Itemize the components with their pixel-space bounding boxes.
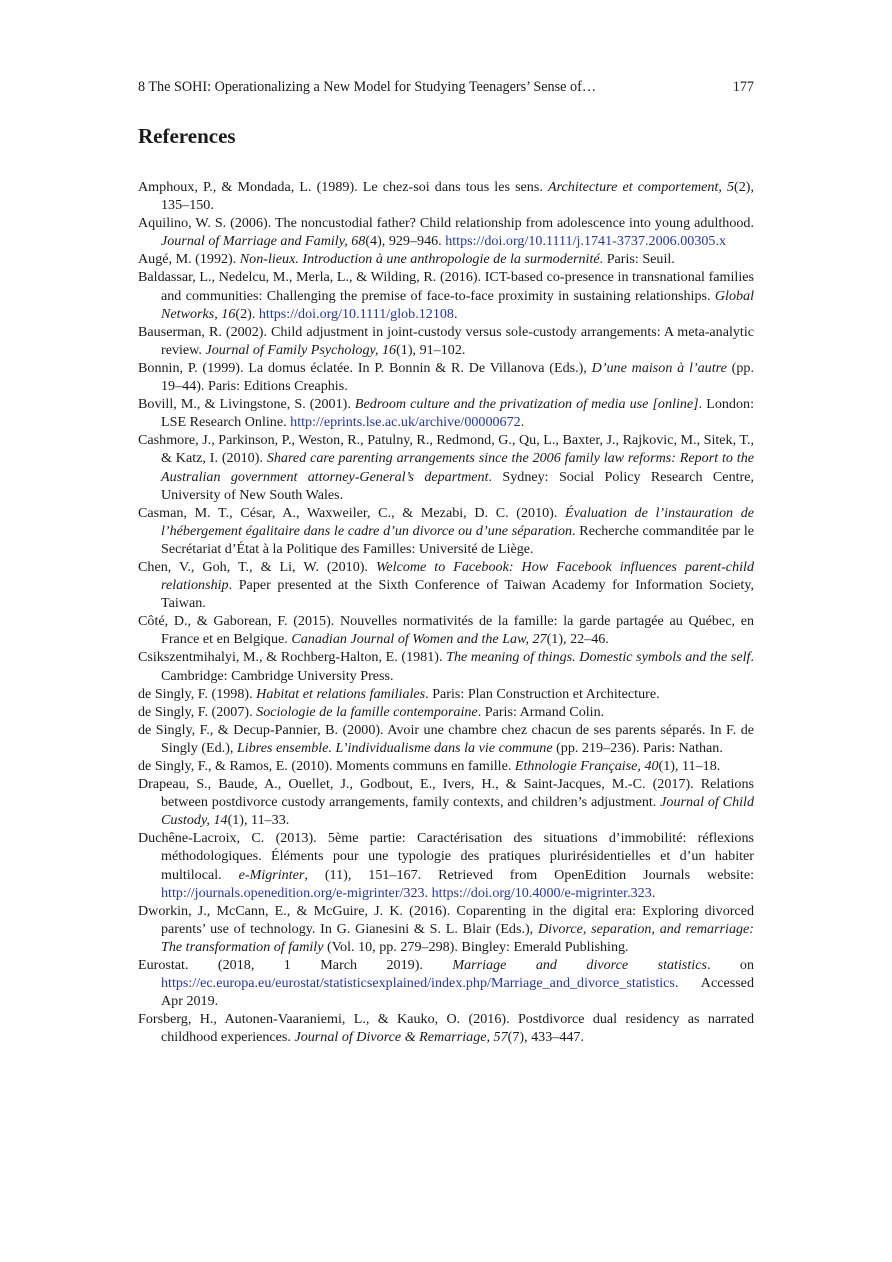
running-title: 8 The SOHI: Operationalizing a New Model for Studying Teenagers’ Sense of… <box>138 79 597 95</box>
reference-text: . Cambridge: Cambridge University Press. <box>161 649 754 684</box>
reference-text: (2). <box>235 305 259 322</box>
reference-title-italic: Journal of Divorce & Remarriage, 57 <box>294 1029 508 1046</box>
reference-text: de Singly, F., & Ramos, E. (2010). Moments communs en famille. <box>138 758 515 774</box>
reference-text: . Accessed Apr 2019. <box>161 975 754 1010</box>
reference-entry <box>138 721 754 757</box>
reference-link[interactable]: http://journals.openedition.org/e-migrinter/323 <box>161 884 425 901</box>
reference-title-italic: Global Networks, 16 <box>161 287 754 322</box>
reference-list <box>138 178 754 1047</box>
reference-title-italic: Shared care parenting arrangements since the 2006 family law reforms: Report to the Australian government attorney-General’s department <box>161 450 755 485</box>
reference-text: Eurostat. (2018, 1 March 2019). <box>138 957 453 974</box>
reference-text: de Singly, F. (1998). <box>138 685 257 702</box>
reference-title-italic: Sociologie de la famille contemporaine <box>256 703 478 720</box>
section-title: References <box>138 124 236 148</box>
reference-text: (Vol. 10, pp. 279–298). Bingley: Emerald Publishing. <box>323 938 629 955</box>
reference-entry <box>138 829 754 901</box>
reference-title-italic: e-Migrinter <box>238 866 305 883</box>
reference-entry <box>138 323 754 359</box>
reference-link[interactable]: https://doi.org/10.4000/e-migrinter.323 <box>431 884 652 901</box>
reference-text: Bonnin, P. (1999). La domus éclatée. In P. Bonnin & R. De Villanova (Eds.), <box>138 359 592 376</box>
reference-title-italic: Welcome to Facebook: How Facebook influences parent-child relationship <box>161 558 754 594</box>
reference-entry <box>138 268 754 322</box>
reference-title-italic: Libres ensemble. L’individualisme dans la vie commune <box>236 739 553 756</box>
reference-title-italic: Journal of Marriage and Family, 68 <box>161 233 366 250</box>
reference-entry <box>138 504 754 558</box>
reference-entry <box>138 956 754 1010</box>
reference-text: . <box>424 884 432 901</box>
reference-text: (1), 22–46. <box>546 631 609 648</box>
reference-text: Csikszentmihalyi, M., & Rochberg-Halton, E. (1981). <box>138 649 447 666</box>
page-number: 177 <box>732 79 754 95</box>
reference-text: (pp. 219–236). Paris: Nathan. <box>552 739 723 756</box>
reference-text: . <box>651 884 656 901</box>
reference-text: . on <box>706 957 754 974</box>
reference-entry <box>138 685 754 703</box>
reference-text: . Paris: Armand Colin. <box>477 703 605 720</box>
reference-text: Drapeau, S., Baude, A., Ouellet, J., Godbout, E., Ivers, H., & Saint-Jacques, M.-C. (2017). Relations between postdivorce custody arrangements, family contexts, and children’s adjustment. <box>138 776 754 811</box>
reference-text: Dworkin, J., McCann, E., & McGuire, J. K. (2016). Coparenting in the digital era: Exploring divorced parents’ use of technology. In G. Gianesini & S. L. Blair (Eds.), <box>138 902 754 937</box>
reference-entry <box>138 214 754 250</box>
reference-text: . <box>453 305 458 322</box>
reference-text: Casman, M. T., César, A., Waxweiler, C., & Mezabi, D. C. (2010). <box>138 504 566 521</box>
reference-text: Forsberg, H., Autonen-Vaaraniemi, L., & Kauko, O. (2016). Postdivorce dual residency as narrated childhood experiences. <box>138 1011 754 1046</box>
reference-entry <box>138 359 754 395</box>
reference-title-italic: Architecture et comportement, 5 <box>547 179 735 195</box>
reference-text: Bauserman, R. (2002). Child adjustment in joint-custody versus sole-custody arrangements: A meta-analytic review. <box>138 323 754 358</box>
reference-text: (1), 11–18. <box>658 758 721 774</box>
reference-title-italic: Marriage and divorce statistics <box>452 957 707 974</box>
reference-text: Cashmore, J., Parkinson, P., Weston, R., Patulny, R., Redmond, G., Qu, L., Baxter, J., Rajkovic, M., Sitek, T., & Katz, I. (2010). <box>138 432 754 467</box>
reference-title-italic: Habitat et relations familiales <box>256 685 426 702</box>
reference-title-italic: Journal of Child Custody, 14 <box>161 794 754 829</box>
reference-title-italic: Journal of Family Psychology, 16 <box>205 341 397 358</box>
reference-link[interactable]: https://ec.europa.eu/eurostat/statisticsexplained/index.php/Marriage_and_divorce_statistics <box>161 975 675 992</box>
reference-text: (1), 11–33. <box>227 812 290 829</box>
reference-text: de Singly, F., & Decup-Pannier, B. (2000). Avoir une chambre chez chacun de ses parents séparés. In F. de Singly (Ed.), <box>138 721 754 756</box>
reference-text: . Sydney: Social Policy Research Centre, University of New South Wales. <box>161 468 754 503</box>
reference-text: (7), 433–447. <box>507 1029 584 1046</box>
reference-text: Duchêne-Lacroix, C. (2013). 5ème partie: Caractérisation des situations d’immobilité: réflexions méthodologiques. Éléments pour une typologie des pratiques plurirésidentielles et d’un habiter multilocal. <box>138 830 754 883</box>
reference-link[interactable]: http://eprints.lse.ac.uk/archive/00000672 <box>290 414 521 431</box>
reference-link[interactable]: https://doi.org/10.1111/glob.12108 <box>258 305 454 322</box>
reference-text: de Singly, F. (2007). <box>138 703 257 720</box>
reference-text: . Paris: Seuil. <box>599 251 675 268</box>
reference-text: . Paper presented at the Sixth Conference of Taiwan Academy for Information Society, Taiwan. <box>161 577 754 612</box>
reference-text: Aquilino, W. S. (2006). The noncustodial father? Child relationship from adolescence into young adulthood. <box>138 215 754 232</box>
reference-text: . <box>520 414 525 431</box>
reference-title-italic: Évaluation de l’instauration de l’hébergement égalitaire dans le cadre d’un divorce ou d’une séparation <box>161 504 754 539</box>
reference-entry <box>138 757 754 775</box>
reference-title-italic: D’une maison à l’autre <box>591 359 727 376</box>
reference-title-italic: Non-lieux. Introduction à une anthropologie de la surmodernité <box>239 251 600 268</box>
reference-text: . London: LSE Research Online. <box>161 396 754 431</box>
reference-text: , (11), 151–167. Retrieved from OpenEdition Journals website: <box>304 866 754 883</box>
reference-text: (pp. 19–44). Paris: Editions Creaphis. <box>161 359 754 395</box>
reference-entry <box>138 648 754 684</box>
reference-entry <box>138 250 754 268</box>
reference-text: (2), 135–150. <box>161 179 754 214</box>
reference-entry <box>138 703 754 721</box>
reference-text: Baldassar, L., Nedelcu, M., Merla, L., & Wilding, R. (2016). ICT-based co-presence in transnational families and communities: Challenging the premise of face-to-face proximity in sustaining relationships. <box>138 269 754 304</box>
reference-text: Chen, V., Goh, T., & Li, W. (2010). <box>138 558 376 575</box>
reference-text: (4), 929–946. <box>365 233 446 250</box>
reference-entry <box>138 558 754 612</box>
reference-text: Côté, D., & Gaborean, F. (2015). Nouvelles normativités de la famille: la garde partagée au Québec, en France et en Belgique. <box>138 613 754 648</box>
reference-entry <box>138 178 754 214</box>
reference-title-italic: Bedroom culture and the privatization of media use [online] <box>354 396 699 413</box>
reference-text: . Recherche commanditée par le Secrétariat d’État à la Politique des Familles: Université de Liège. <box>161 522 754 557</box>
reference-title-italic: Divorce, separation, and remarriage: The transformation of family <box>161 920 754 955</box>
reference-title-italic: Ethnologie Française, 40 <box>514 758 659 774</box>
reference-text: Amphoux, P., & Mondada, L. (1989). Le chez-soi dans tous les sens. <box>138 179 548 195</box>
reference-text: (1), 91–102. <box>396 341 466 358</box>
reference-entry <box>138 775 754 829</box>
reference-entry <box>138 395 754 431</box>
reference-entry <box>138 431 754 503</box>
reference-entry <box>138 612 754 648</box>
reference-entry <box>138 902 754 956</box>
reference-text: Augé, M. (1992). <box>138 251 240 268</box>
reference-link[interactable]: https://doi.org/10.1111/j.1741-3737.2006.00305.x <box>445 233 727 250</box>
reference-text: . Paris: Plan Construction et Architecture. <box>425 685 660 702</box>
reference-title-italic: The meaning of things. Domestic symbols and the self <box>446 649 751 666</box>
reference-text: Bovill, M., & Livingstone, S. (2001). <box>138 396 355 413</box>
reference-title-italic: Canadian Journal of Women and the Law, 27 <box>291 631 547 648</box>
reference-entry <box>138 1010 754 1046</box>
